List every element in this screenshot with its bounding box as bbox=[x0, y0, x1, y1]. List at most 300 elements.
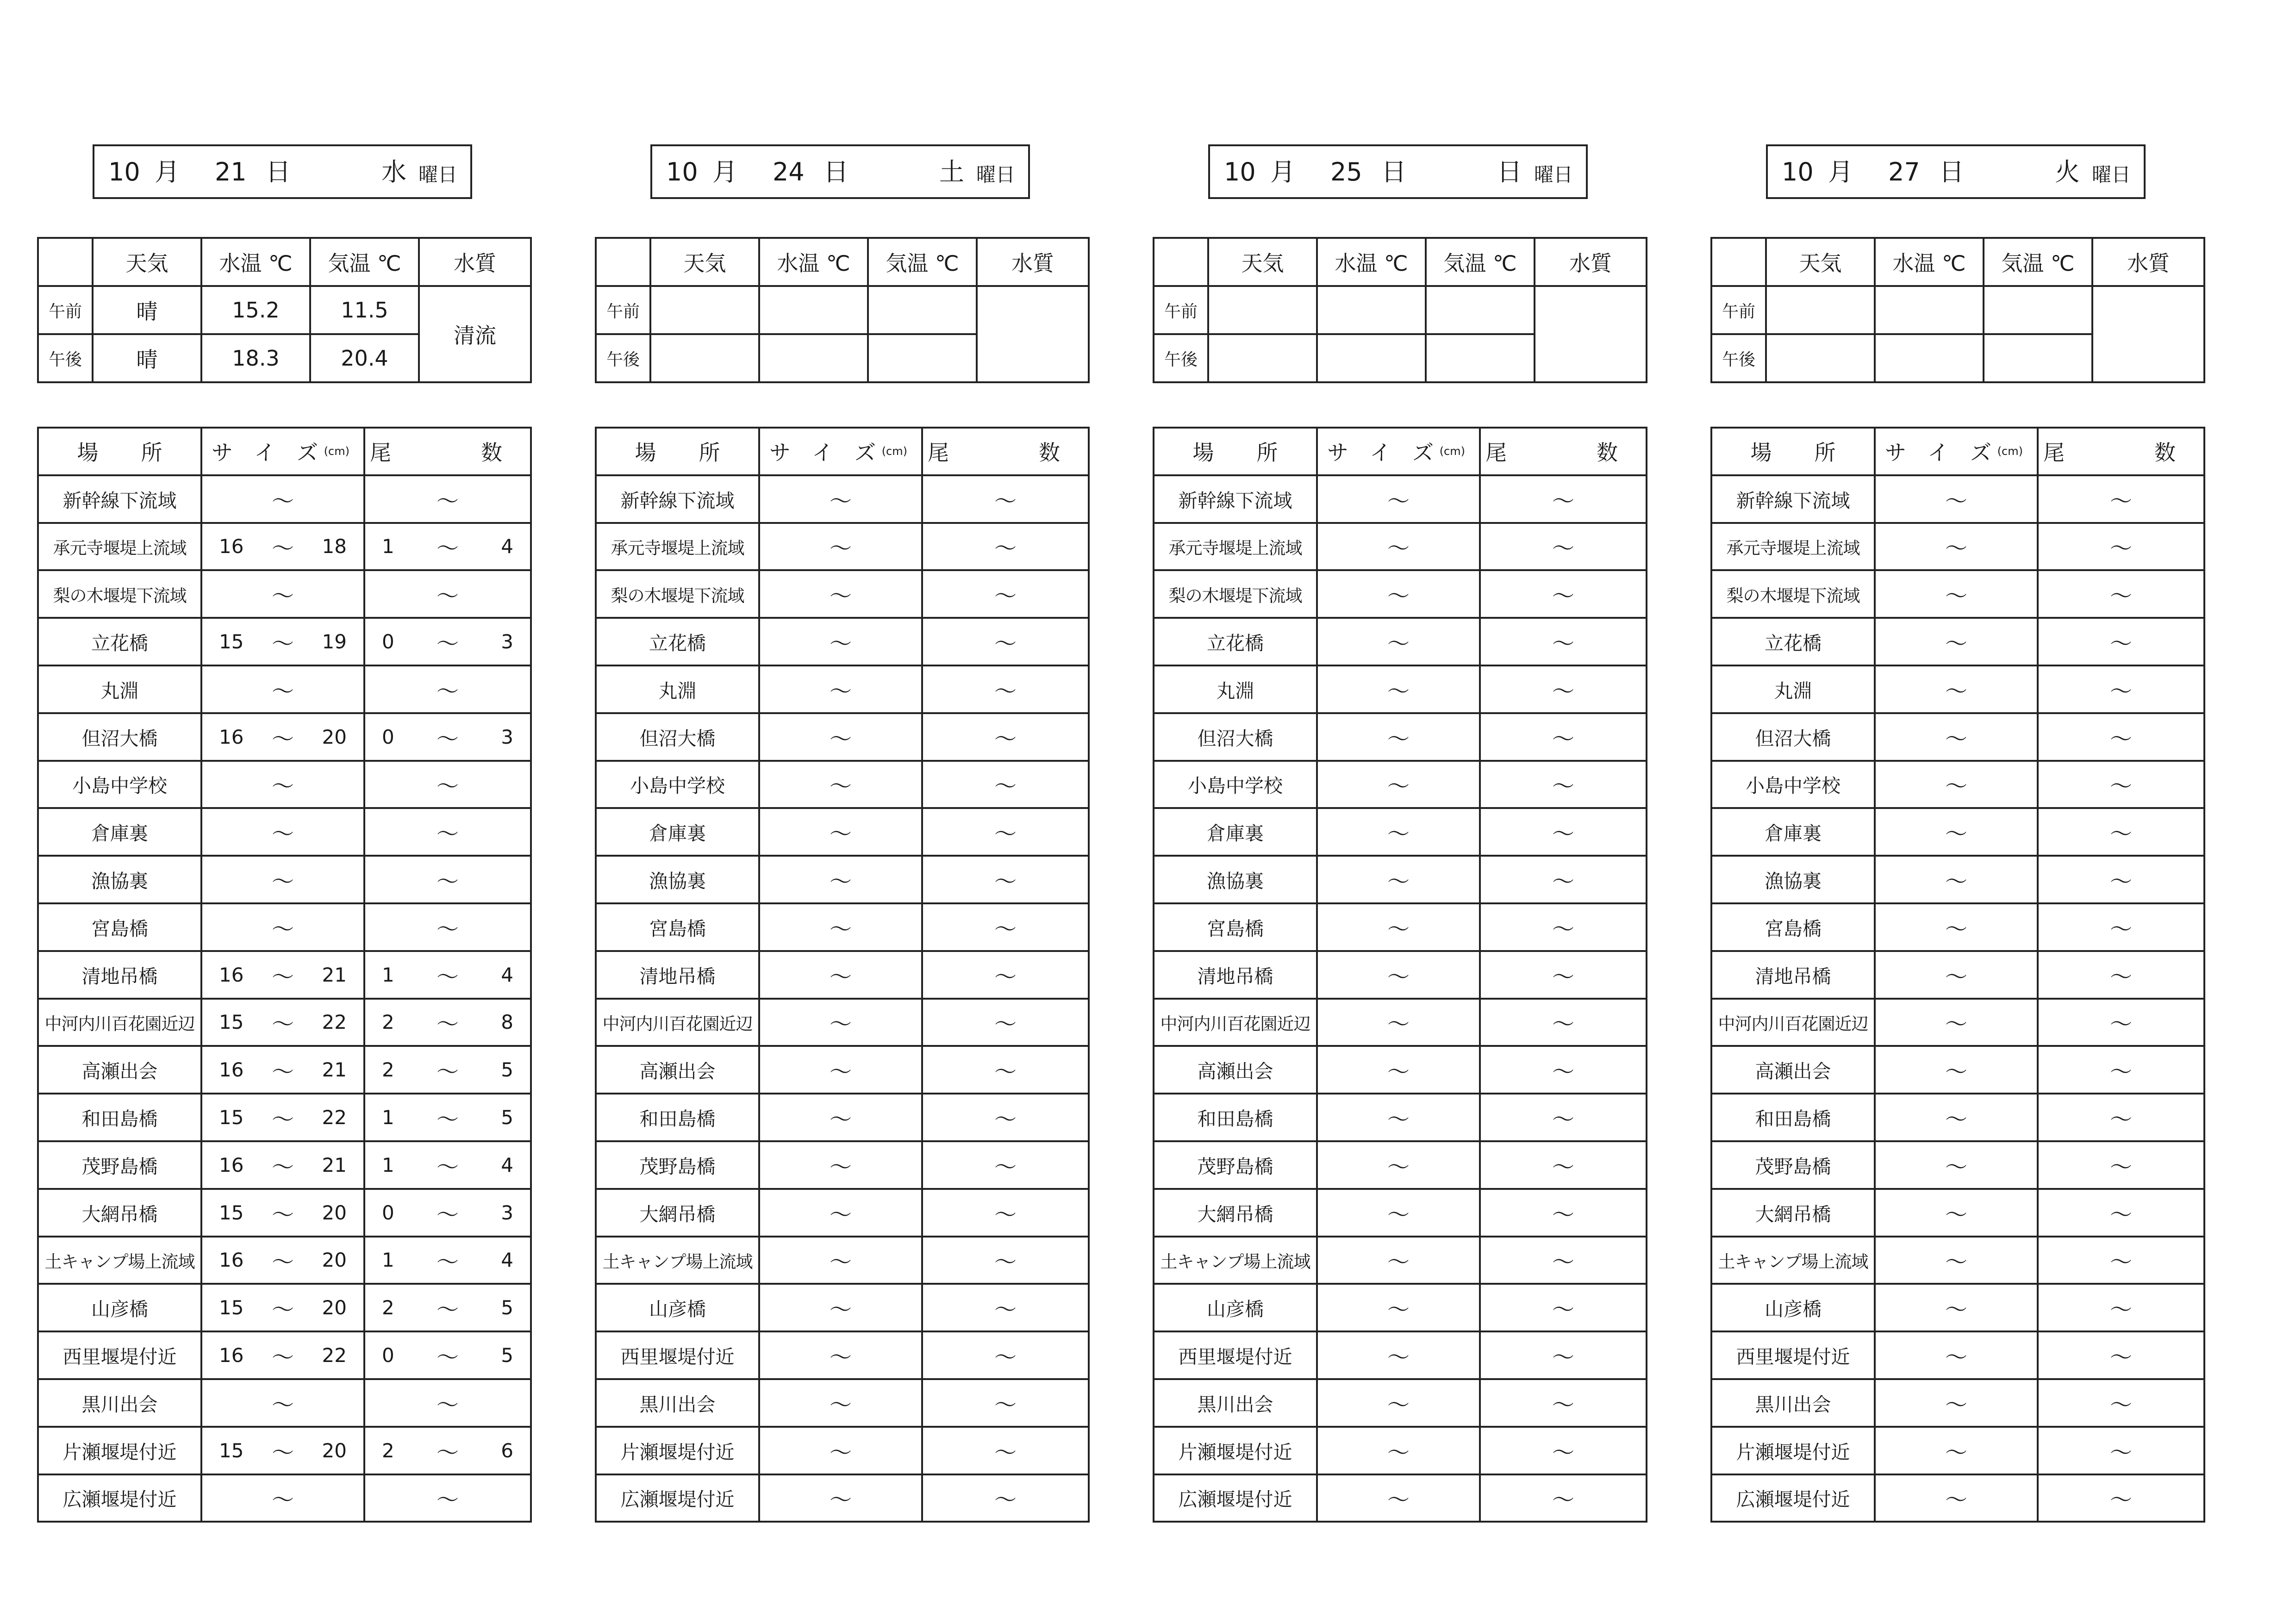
location-name: 宮島橋 bbox=[596, 903, 759, 951]
count-range bbox=[922, 523, 1089, 571]
location-name: 但沼大橋 bbox=[38, 713, 201, 761]
size-range-wrap bbox=[760, 1482, 921, 1514]
location-row bbox=[596, 1379, 1089, 1427]
tilde-glyph: 〜 bbox=[1945, 1249, 1967, 1275]
location-name: 西里堰堤付近 bbox=[38, 1331, 201, 1379]
tilde-glyph: 〜 bbox=[1387, 1487, 1410, 1513]
size-range bbox=[1317, 903, 1480, 951]
tilde-glyph: 〜 bbox=[1552, 535, 1574, 562]
size-range bbox=[759, 1427, 922, 1474]
date-month-label: 月 bbox=[155, 157, 180, 187]
count-range-wrap bbox=[365, 673, 530, 705]
location-row bbox=[1154, 475, 1647, 523]
location-name: 宮島橋 bbox=[38, 903, 201, 951]
size-range-wrap bbox=[760, 1101, 921, 1133]
size-range bbox=[1875, 665, 2038, 713]
location-row bbox=[1711, 903, 2204, 951]
air-temp-pm bbox=[868, 334, 977, 382]
count-range bbox=[364, 761, 531, 808]
weather-header-row bbox=[38, 238, 531, 286]
location-row bbox=[596, 523, 1089, 571]
count-header-a: 尾 bbox=[928, 440, 949, 466]
tilde-glyph: 〜 bbox=[2109, 1154, 2132, 1180]
location-name: 片瀬堰堤付近 bbox=[38, 1427, 201, 1474]
size-range bbox=[759, 903, 922, 951]
size-max: 22 bbox=[322, 1011, 347, 1034]
size-range-wrap bbox=[760, 1339, 921, 1371]
location-row bbox=[1711, 951, 2204, 999]
size-range-wrap bbox=[1876, 1435, 2037, 1467]
tilde-glyph: 〜 bbox=[2109, 1344, 2132, 1371]
size-range-wrap bbox=[1318, 1149, 1479, 1181]
count-max: 4 bbox=[501, 963, 513, 986]
tilde-glyph: 〜 bbox=[1387, 916, 1410, 942]
location-row bbox=[38, 713, 531, 761]
size-range bbox=[1317, 808, 1480, 856]
tilde-glyph: 〜 bbox=[1387, 678, 1410, 704]
tilde-glyph: 〜 bbox=[271, 1201, 294, 1228]
air-temp-am bbox=[1426, 286, 1535, 334]
tilde-glyph: 〜 bbox=[2109, 773, 2132, 800]
tilde-glyph: 〜 bbox=[2109, 1439, 2132, 1466]
size-max: 20 bbox=[322, 1296, 347, 1319]
tilde-glyph: 〜 bbox=[994, 1011, 1017, 1038]
size-range-wrap bbox=[202, 530, 363, 562]
count-range-wrap bbox=[2039, 1244, 2203, 1276]
count-range bbox=[2038, 1046, 2204, 1094]
location-name: 立花橋 bbox=[1711, 618, 1875, 665]
size-min: 16 bbox=[219, 1058, 244, 1082]
count-range-wrap bbox=[2039, 1006, 2203, 1038]
weather-pm bbox=[650, 334, 759, 382]
location-row bbox=[596, 1141, 1089, 1189]
count-range-wrap bbox=[365, 1006, 530, 1038]
weather-am bbox=[1208, 286, 1317, 334]
count-range-wrap bbox=[365, 959, 530, 991]
size-range-wrap bbox=[1318, 721, 1479, 753]
count-min: 1 bbox=[382, 1153, 394, 1176]
location-row bbox=[1711, 475, 2204, 523]
tilde-glyph: 〜 bbox=[271, 1392, 294, 1418]
count-range bbox=[2038, 1427, 2204, 1474]
location-name: 小島中学校 bbox=[38, 761, 201, 808]
size-range bbox=[1875, 1141, 2038, 1189]
location-row bbox=[1154, 856, 1647, 903]
tilde-glyph: 〜 bbox=[1387, 1059, 1410, 1085]
location-name: 片瀬堰堤付近 bbox=[1711, 1427, 1875, 1474]
location-name: 西里堰堤付近 bbox=[1711, 1331, 1875, 1379]
size-unit-label: (cm) bbox=[1439, 445, 1465, 458]
size-range-wrap bbox=[202, 816, 363, 848]
count-range-wrap bbox=[365, 1101, 530, 1133]
size-range-wrap bbox=[202, 483, 363, 515]
size-range bbox=[1875, 570, 2038, 618]
count-range-wrap bbox=[365, 1292, 530, 1324]
size-range bbox=[201, 1331, 364, 1379]
tilde-glyph: 〜 bbox=[829, 869, 852, 895]
size-range bbox=[759, 1379, 922, 1427]
water-temp-am bbox=[759, 286, 868, 334]
size-range bbox=[1317, 951, 1480, 999]
location-row bbox=[1154, 808, 1647, 856]
location-name: 土キャンプ場上流域 bbox=[1154, 1237, 1317, 1284]
size-range bbox=[759, 570, 922, 618]
location-name: 茂野島橋 bbox=[1154, 1141, 1317, 1189]
tilde-glyph: 〜 bbox=[271, 964, 294, 990]
count-range-wrap bbox=[365, 483, 530, 515]
count-range-wrap bbox=[365, 1054, 530, 1086]
location-row bbox=[38, 761, 531, 808]
count-range-wrap bbox=[365, 578, 530, 610]
size-range bbox=[1317, 761, 1480, 808]
size-range bbox=[1317, 523, 1480, 571]
count-range-wrap bbox=[1481, 1149, 1646, 1181]
tilde-glyph: 〜 bbox=[994, 916, 1017, 942]
size-range-wrap bbox=[1876, 1006, 2037, 1038]
location-row bbox=[596, 475, 1089, 523]
location-row bbox=[1711, 570, 2204, 618]
count-range bbox=[2038, 903, 2204, 951]
size-range-wrap bbox=[1876, 1054, 2037, 1086]
count-range bbox=[922, 1427, 1089, 1474]
size-range bbox=[1875, 1474, 2038, 1522]
size-range-wrap bbox=[202, 1101, 363, 1133]
count-range-wrap bbox=[923, 578, 1088, 610]
size-range-wrap bbox=[760, 1197, 921, 1229]
location-row bbox=[38, 1284, 531, 1331]
size-range-wrap bbox=[760, 530, 921, 562]
air-temp-am: 11.5 bbox=[310, 286, 419, 334]
count-min: 2 bbox=[382, 1011, 394, 1034]
location-name: 中河内川百花園近辺 bbox=[1154, 999, 1317, 1046]
size-range-wrap bbox=[1318, 911, 1479, 943]
count-range-wrap bbox=[923, 1006, 1088, 1038]
count-range bbox=[922, 808, 1089, 856]
size-range bbox=[201, 1379, 364, 1427]
day-panel-4 bbox=[1710, 0, 2210, 1623]
place-col-header: 場 所 bbox=[596, 428, 759, 475]
tilde-glyph: 〜 bbox=[1945, 535, 1967, 562]
count-range bbox=[2038, 1141, 2204, 1189]
count-range bbox=[1480, 903, 1647, 951]
size-range bbox=[1317, 1237, 1480, 1284]
tilde-glyph: 〜 bbox=[1552, 1249, 1574, 1275]
count-range bbox=[1480, 713, 1647, 761]
water-temp-pm bbox=[759, 334, 868, 382]
size-range bbox=[759, 618, 922, 665]
location-name: 中河内川百花園近辺 bbox=[596, 999, 759, 1046]
size-range-wrap bbox=[202, 1482, 363, 1514]
size-unit-label: (cm) bbox=[324, 445, 349, 458]
count-range-wrap bbox=[365, 911, 530, 943]
location-row bbox=[38, 903, 531, 951]
tilde-glyph: 〜 bbox=[829, 1011, 852, 1038]
count-col-header bbox=[2038, 428, 2204, 475]
location-name: 梨の木堰堤下流域 bbox=[1154, 570, 1317, 618]
location-name: 広瀬堰堤付近 bbox=[596, 1474, 759, 1522]
weather-pm bbox=[1208, 334, 1317, 382]
size-header-label: サ イ ズ bbox=[769, 440, 876, 466]
count-max: 3 bbox=[501, 1201, 513, 1224]
location-name: 黒川出会 bbox=[1711, 1379, 1875, 1427]
air-temp-pm bbox=[1984, 334, 2092, 382]
size-header-wrap bbox=[1318, 436, 1479, 466]
tilde-glyph: 〜 bbox=[1552, 1439, 1574, 1466]
size-range bbox=[759, 1331, 922, 1379]
count-max: 4 bbox=[501, 1153, 513, 1176]
location-row bbox=[38, 1379, 531, 1427]
tilde-glyph: 〜 bbox=[829, 1059, 852, 1085]
tilde-glyph: 〜 bbox=[2109, 869, 2132, 895]
day-panel-2 bbox=[595, 0, 1095, 1623]
size-range-wrap bbox=[202, 673, 363, 705]
count-max: 5 bbox=[501, 1106, 513, 1129]
location-name: 山彦橋 bbox=[38, 1284, 201, 1331]
count-range-wrap bbox=[1481, 483, 1646, 515]
size-range-wrap bbox=[760, 578, 921, 610]
count-max: 6 bbox=[501, 1439, 513, 1462]
tilde-glyph: 〜 bbox=[271, 583, 294, 609]
water-temp-pm bbox=[1875, 334, 1984, 382]
location-name: 承元寺堰堤上流域 bbox=[596, 523, 759, 571]
count-range bbox=[2038, 1474, 2204, 1522]
size-range-wrap bbox=[1318, 1482, 1479, 1514]
location-name: 倉庫裏 bbox=[1154, 808, 1317, 856]
count-range-wrap bbox=[923, 816, 1088, 848]
count-range-wrap bbox=[1481, 1006, 1646, 1038]
tilde-glyph: 〜 bbox=[1552, 1344, 1574, 1371]
count-range bbox=[364, 1474, 531, 1522]
tilde-glyph: 〜 bbox=[1945, 1392, 1967, 1418]
location-row bbox=[596, 665, 1089, 713]
tilde-glyph: 〜 bbox=[436, 869, 459, 895]
location-header-row bbox=[38, 428, 531, 475]
count-range-wrap bbox=[1481, 1054, 1646, 1086]
tilde-glyph: 〜 bbox=[271, 1344, 294, 1371]
count-range bbox=[2038, 1189, 2204, 1237]
location-row bbox=[1154, 1331, 1647, 1379]
air-temp-am bbox=[1984, 286, 2092, 334]
count-header-b: 数 bbox=[1597, 440, 1618, 466]
size-col-header bbox=[1317, 428, 1480, 475]
size-range-wrap bbox=[202, 626, 363, 658]
tilde-glyph: 〜 bbox=[1552, 488, 1574, 514]
count-max: 5 bbox=[501, 1344, 513, 1367]
tilde-glyph: 〜 bbox=[2109, 726, 2132, 752]
count-range bbox=[922, 1094, 1089, 1141]
size-range bbox=[201, 1237, 364, 1284]
tilde-glyph: 〜 bbox=[271, 488, 294, 514]
count-range bbox=[2038, 618, 2204, 665]
count-range bbox=[364, 713, 531, 761]
tilde-glyph: 〜 bbox=[2109, 1487, 2132, 1513]
tilde-glyph: 〜 bbox=[271, 821, 294, 847]
location-row bbox=[1154, 1474, 1647, 1522]
tilde-glyph: 〜 bbox=[1945, 964, 1967, 990]
count-range-wrap bbox=[2039, 1387, 2203, 1419]
count-range bbox=[364, 665, 531, 713]
size-min: 16 bbox=[219, 535, 244, 558]
tilde-glyph: 〜 bbox=[1387, 583, 1410, 609]
water-temp-pm: 18.3 bbox=[201, 334, 310, 382]
size-range bbox=[1875, 713, 2038, 761]
tilde-glyph: 〜 bbox=[271, 1249, 294, 1275]
size-range-wrap bbox=[202, 1292, 363, 1324]
count-range bbox=[364, 808, 531, 856]
size-range-wrap bbox=[202, 721, 363, 753]
tilde-glyph: 〜 bbox=[2109, 1297, 2132, 1323]
count-range-wrap bbox=[923, 1197, 1088, 1229]
tilde-glyph: 〜 bbox=[271, 726, 294, 752]
weather-am bbox=[1766, 286, 1875, 334]
tilde-glyph: 〜 bbox=[829, 1344, 852, 1371]
size-range-wrap bbox=[1318, 578, 1479, 610]
count-range-wrap bbox=[2039, 864, 2203, 895]
size-range-wrap bbox=[1318, 673, 1479, 705]
count-header-b: 数 bbox=[2154, 440, 2176, 466]
count-range bbox=[364, 570, 531, 618]
size-range bbox=[201, 1474, 364, 1522]
tilde-glyph: 〜 bbox=[436, 916, 459, 942]
count-range bbox=[1480, 1331, 1647, 1379]
tilde-glyph: 〜 bbox=[1552, 1154, 1574, 1180]
count-range bbox=[922, 570, 1089, 618]
tilde-glyph: 〜 bbox=[436, 821, 459, 847]
count-range bbox=[1480, 1379, 1647, 1427]
count-range bbox=[2038, 523, 2204, 571]
count-range-wrap bbox=[1481, 816, 1646, 848]
count-range bbox=[364, 951, 531, 999]
size-max: 20 bbox=[322, 725, 347, 748]
date-day: 25 bbox=[1330, 157, 1362, 187]
location-name: 新幹線下流域 bbox=[1711, 475, 1875, 523]
location-name: 黒川出会 bbox=[596, 1379, 759, 1427]
count-header-a: 尾 bbox=[370, 440, 391, 466]
count-range-wrap bbox=[2039, 816, 2203, 848]
weather-col-header: 天気 bbox=[93, 238, 201, 286]
tilde-glyph: 〜 bbox=[829, 678, 852, 704]
count-range bbox=[922, 618, 1089, 665]
location-name: 小島中学校 bbox=[1711, 761, 1875, 808]
location-row bbox=[1711, 1284, 2204, 1331]
tilde-glyph: 〜 bbox=[994, 1344, 1017, 1371]
count-range bbox=[364, 999, 531, 1046]
size-range-wrap bbox=[202, 578, 363, 610]
count-range-wrap bbox=[365, 1197, 530, 1229]
size-range-wrap bbox=[1876, 673, 2037, 705]
location-name: 山彦橋 bbox=[1711, 1284, 1875, 1331]
location-name: 広瀬堰堤付近 bbox=[38, 1474, 201, 1522]
count-range bbox=[922, 999, 1089, 1046]
tilde-glyph: 〜 bbox=[829, 1297, 852, 1323]
size-range bbox=[201, 570, 364, 618]
size-range bbox=[201, 523, 364, 571]
tilde-glyph: 〜 bbox=[994, 1107, 1017, 1133]
location-row bbox=[1154, 713, 1647, 761]
size-range-wrap bbox=[202, 911, 363, 943]
location-row bbox=[596, 1284, 1089, 1331]
corner-cell bbox=[1154, 238, 1208, 286]
location-name: 大網吊橋 bbox=[38, 1189, 201, 1237]
tilde-glyph: 〜 bbox=[994, 678, 1017, 704]
date-weekday: 水 bbox=[381, 157, 406, 187]
size-range-wrap bbox=[202, 1006, 363, 1038]
tilde-glyph: 〜 bbox=[1945, 726, 1967, 752]
tilde-glyph: 〜 bbox=[829, 488, 852, 514]
count-range bbox=[922, 1284, 1089, 1331]
count-range-wrap bbox=[923, 1292, 1088, 1324]
size-range bbox=[1875, 1331, 2038, 1379]
tilde-glyph: 〜 bbox=[2109, 1059, 2132, 1085]
count-range bbox=[2038, 761, 2204, 808]
count-range-wrap bbox=[365, 1339, 530, 1371]
location-row bbox=[1154, 523, 1647, 571]
size-min: 16 bbox=[219, 1249, 244, 1272]
day-panel-1 bbox=[37, 0, 537, 1623]
count-range bbox=[2038, 665, 2204, 713]
tilde-glyph: 〜 bbox=[436, 535, 459, 562]
size-range bbox=[201, 761, 364, 808]
count-range bbox=[2038, 808, 2204, 856]
size-range-wrap bbox=[1876, 626, 2037, 658]
tilde-glyph: 〜 bbox=[436, 488, 459, 514]
count-range bbox=[922, 903, 1089, 951]
tilde-glyph: 〜 bbox=[2109, 1392, 2132, 1418]
location-name: 山彦橋 bbox=[1154, 1284, 1317, 1331]
size-range bbox=[201, 665, 364, 713]
count-min: 1 bbox=[382, 963, 394, 986]
location-row bbox=[596, 761, 1089, 808]
size-range-wrap bbox=[1876, 864, 2037, 895]
count-range-wrap bbox=[923, 626, 1088, 658]
location-name: 宮島橋 bbox=[1711, 903, 1875, 951]
size-range bbox=[1317, 570, 1480, 618]
location-header-row bbox=[1711, 428, 2204, 475]
count-range bbox=[922, 856, 1089, 903]
place-col-header: 場 所 bbox=[1711, 428, 1875, 475]
tilde-glyph: 〜 bbox=[436, 1011, 459, 1038]
tilde-glyph: 〜 bbox=[1387, 1392, 1410, 1418]
size-min: 15 bbox=[219, 1296, 244, 1319]
count-min: 2 bbox=[382, 1058, 394, 1082]
size-range-wrap bbox=[1876, 1149, 2037, 1181]
size-range bbox=[201, 951, 364, 999]
tilde-glyph: 〜 bbox=[436, 1344, 459, 1371]
tilde-glyph: 〜 bbox=[2109, 1011, 2132, 1038]
count-range-wrap bbox=[1481, 911, 1646, 943]
location-name: 丸淵 bbox=[1154, 665, 1317, 713]
count-range-wrap bbox=[1481, 1292, 1646, 1324]
count-range-wrap bbox=[1481, 864, 1646, 895]
size-range-wrap bbox=[1876, 1244, 2037, 1276]
size-range-wrap bbox=[202, 1244, 363, 1276]
tilde-glyph: 〜 bbox=[1552, 1487, 1574, 1513]
tilde-glyph: 〜 bbox=[271, 535, 294, 562]
count-range bbox=[1480, 1046, 1647, 1094]
tilde-glyph: 〜 bbox=[2109, 916, 2132, 942]
location-name: 漁協裏 bbox=[1154, 856, 1317, 903]
location-row bbox=[1711, 618, 2204, 665]
tilde-glyph: 〜 bbox=[1387, 821, 1410, 847]
size-range bbox=[1317, 618, 1480, 665]
location-name: 立花橋 bbox=[1154, 618, 1317, 665]
location-name: 丸淵 bbox=[38, 665, 201, 713]
weather-row-am bbox=[1711, 286, 2204, 334]
size-range bbox=[1317, 1141, 1480, 1189]
size-range bbox=[759, 1474, 922, 1522]
tilde-glyph: 〜 bbox=[1552, 678, 1574, 704]
count-range bbox=[364, 1379, 531, 1427]
